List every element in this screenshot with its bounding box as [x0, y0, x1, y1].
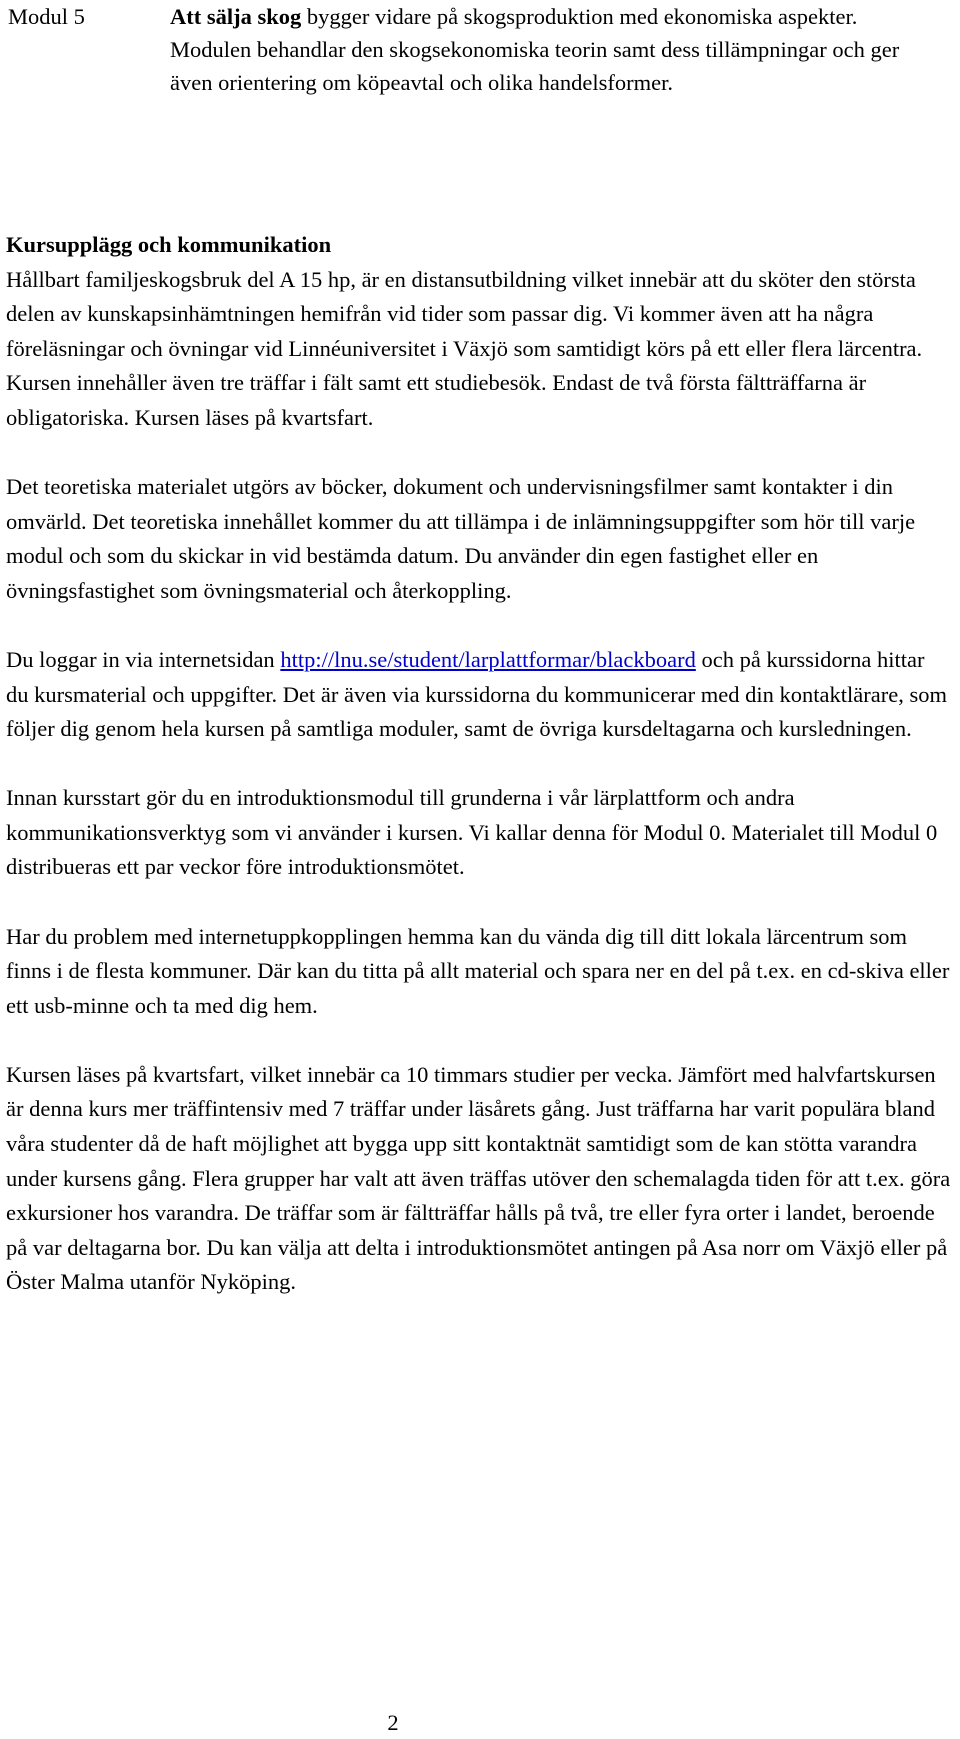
- page-number: 2: [387, 1710, 399, 1735]
- section-heading: Kursupplägg och kommunikation: [6, 232, 332, 257]
- module-description: [170, 0, 948, 99]
- module-text: bygger vidare på skogsproduktion med ekonomiska aspekter. Modulen behandlar den skogsekonomiska teorin samt dess tillämpningar och ger även orientering om köpeavtal och olika handelsformer.: [170, 4, 900, 95]
- paragraph-6: Kursen läses på kvartsfart, vilket innebär ca 10 timmars studier per vecka. Jämfört med halvfartskursen är denna kurs mer träffintensiv med 7 träffar under läsårets gång. Just träffarna har varit populära bland våra studenter då de haft möjlighet att bygga upp sitt kontaktnät samtidigt som de kan stötta varandra under kursens gång. Flera grupper har valt att även träffas utöver den schemalagda tiden för att t.ex. göra exkursioner hos varandra. De träffar som är fältträffar hålls på två, tre eller fyra orter i landet, beroende på var deltagarna bor. Du kan välja att delta i introduktionsmötet antingen på Asa norr om Växjö eller på Öster Malma utanför Nyköping.: [6, 1061, 951, 1295]
- blackboard-link[interactable]: http://lnu.se/student/larplattformar/blackboard: [280, 646, 696, 672]
- paragraph-3: [6, 643, 951, 747]
- main-content: [6, 228, 951, 1334]
- paragraph-3-after: och på kurssidorna hittar du kursmaterial och uppgifter. Det är även via kurssidorna du kommunicerar med din kontaktlärare, som följer dig genom hela kursen på samtliga moduler, samt de övriga kursdeltagarna och kursledningen.: [6, 646, 947, 742]
- paragraph-5: Har du problem med internetuppkopplingen hemma kan du vända dig till ditt lokala lärcentrum som finns i de flesta kommuner. Där kan du titta på allt material och spara ner en del på t.ex. en cd-skiva eller ett usb-minne och ta med dig hem.: [6, 923, 950, 1018]
- paragraph-2: Det teoretiska materialet utgörs av böcker, dokument och undervisningsfilmer samt kontakter i din omvärld. Det teoretiska innehållet kommer du att tillämpa i de inlämningsuppgifter som hör till varje modul och som du skickar in vid bestämda datum. Du använder din egen fastighet eller en övningsfastighet som övningsmaterial och återkoppling.: [6, 474, 916, 603]
- paragraph-4: Innan kursstart gör du en introduktionsmodul till grunderna i vår lärplattform och andra kommunikationsverktyg som vi använder i kursen. Vi kallar denna för Modul 0. Materialet till Modul 0 distribueras ett par veckor före introduktionsmötet.: [6, 785, 938, 880]
- module-label: Modul 5: [8, 4, 85, 29]
- paragraph-3-before: Du loggar in via internetsidan: [6, 646, 281, 672]
- module-title: Att sälja skog: [170, 4, 302, 29]
- module-row: [8, 0, 948, 99]
- paragraph-1: Hållbart familjeskogsbruk del A 15 hp, är en distansutbildning vilket innebär att du sköter den största delen av kunskapsinhämtningen hemifrån vid tider som passar dig. Vi kommer även att ha några föreläsningar och övningar vid Linnéuniversitet i Växjö som samtidigt körs på ett eller flera lärcentra. Kursen innehåller även tre träffar i fält samt ett studiebesök. Endast de två första fältträffarna är obligatoriska. Kursen läses på kvartsfart.: [6, 266, 923, 430]
